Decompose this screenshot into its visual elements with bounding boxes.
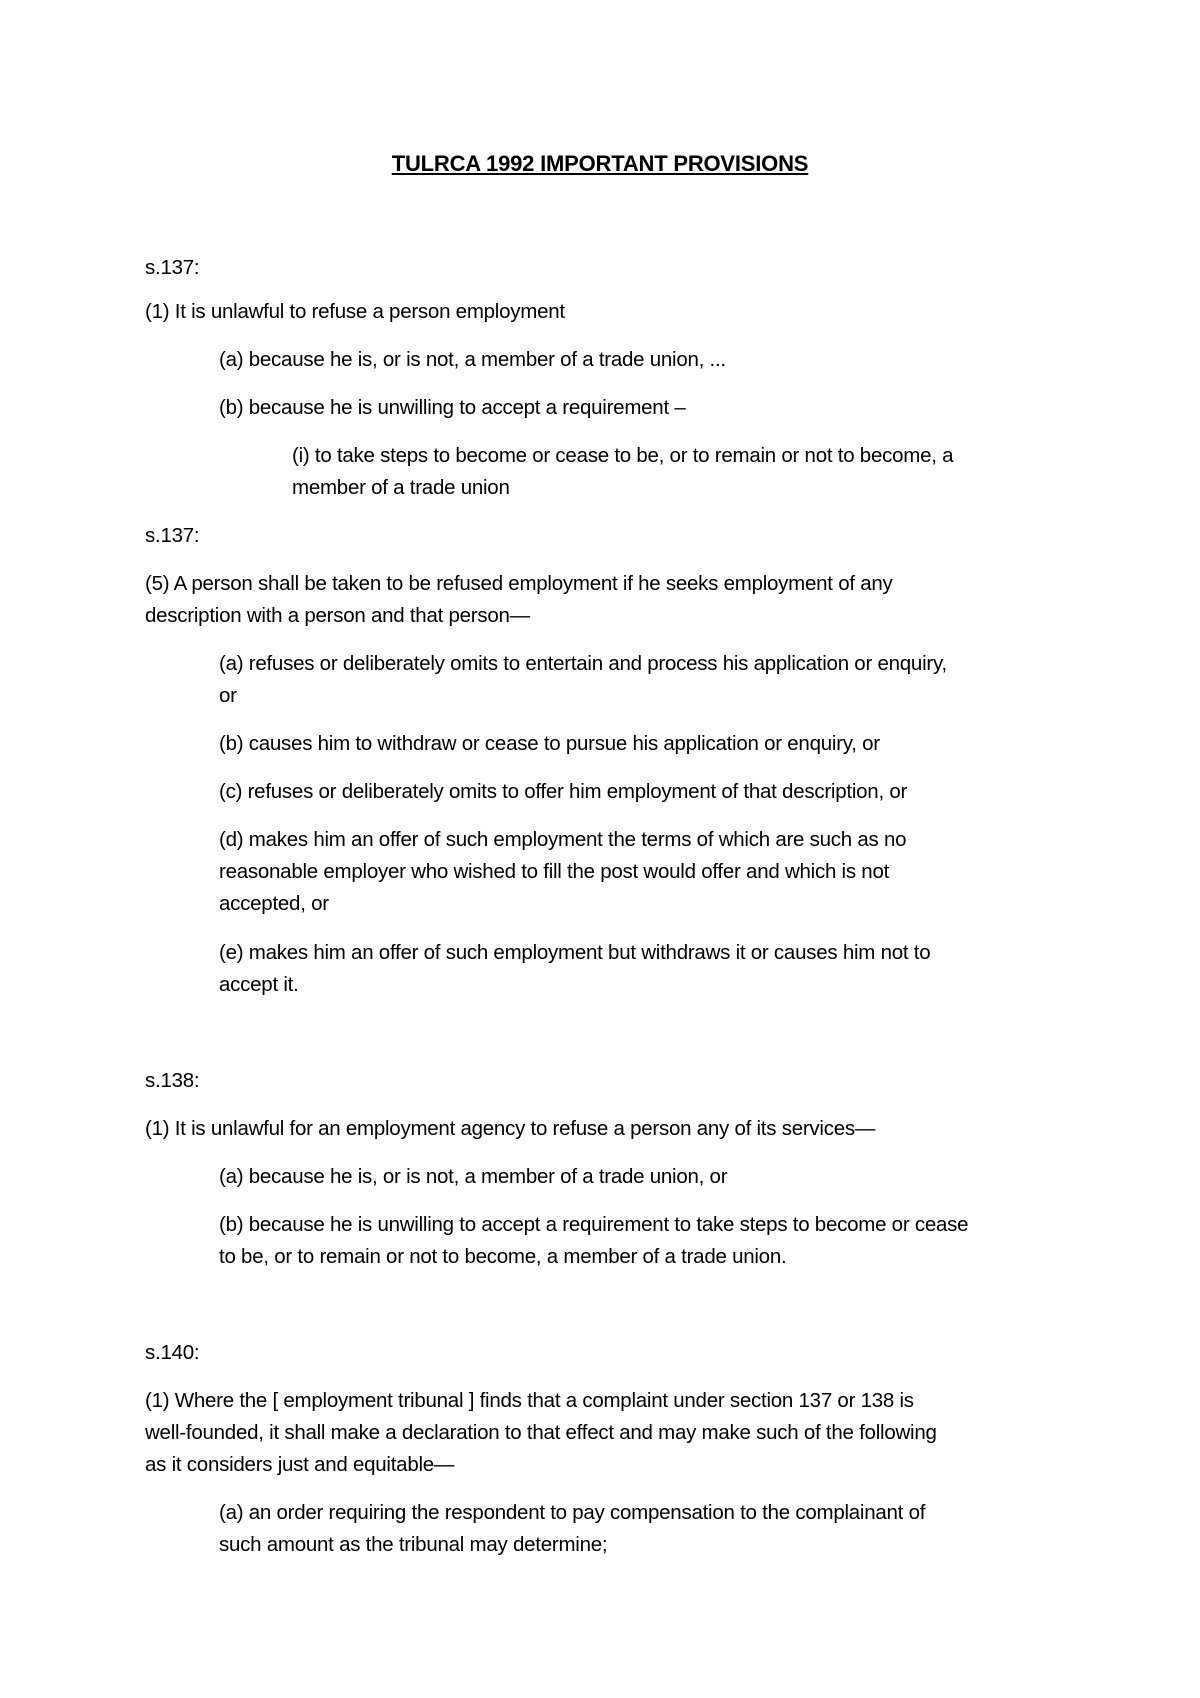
provision-text: well-founded, it shall make a declaration to that effect and may make such of the following: [145, 1421, 937, 1444]
provision-text: (d) makes him an offer of such employment the terms of which are such as no: [219, 828, 907, 851]
provision-text: (a) because he is, or is not, a member of a trade union, ...: [219, 348, 726, 371]
provision-text: (a) refuses or deliberately omits to entertain and process his application or enquiry,: [219, 652, 947, 675]
provision-text: (i) to take steps to become or cease to be, or to remain or not to become, a: [292, 444, 954, 467]
provision-text: (a) an order requiring the respondent to pay compensation to the complainant of: [219, 1501, 926, 1524]
provision-text: (b) because he is unwilling to accept a requirement –: [219, 396, 686, 419]
provision-text: reasonable employer who wished to fill the post would offer and which is not: [219, 860, 890, 883]
provision-text: (a) because he is, or is not, a member of a trade union, or: [219, 1165, 728, 1188]
provision-text: member of a trade union: [292, 476, 510, 499]
section-heading: s.140:: [145, 1341, 200, 1364]
section-heading: s.138:: [145, 1069, 200, 1092]
document-title: TULRCA 1992 IMPORTANT PROVISIONS: [391, 151, 809, 176]
provision-text: (1) It is unlawful to refuse a person employment: [145, 300, 565, 323]
provision-text: (b) causes him to withdraw or cease to pursue his application or enquiry, or: [219, 732, 880, 755]
provision-text: accepted, or: [219, 892, 329, 915]
section-heading: s.137:: [145, 524, 200, 547]
provision-text: description with a person and that person—: [145, 604, 530, 627]
provision-text: (5) A person shall be taken to be refused employment if he seeks employment of any: [145, 572, 893, 595]
section-heading: s.137:: [145, 256, 200, 279]
provision-text: (b) because he is unwilling to accept a requirement to take steps to become or cease: [219, 1213, 969, 1236]
provision-text: accept it.: [219, 973, 299, 996]
provision-text: as it considers just and equitable—: [145, 1453, 455, 1476]
provision-text: or: [219, 684, 237, 707]
provision-text: (e) makes him an offer of such employment but withdraws it or causes him not to: [219, 941, 931, 964]
provision-text: such amount as the tribunal may determine;: [219, 1533, 608, 1556]
provision-text: (1) It is unlawful for an employment agency to refuse a person any of its services—: [145, 1117, 876, 1140]
provision-text: to be, or to remain or not to become, a member of a trade union.: [219, 1245, 787, 1268]
provision-text: (1) Where the [ employment tribunal ] finds that a complaint under section 137 or 138 is: [145, 1389, 914, 1412]
provision-text: (c) refuses or deliberately omits to offer him employment of that description, or: [219, 780, 908, 803]
